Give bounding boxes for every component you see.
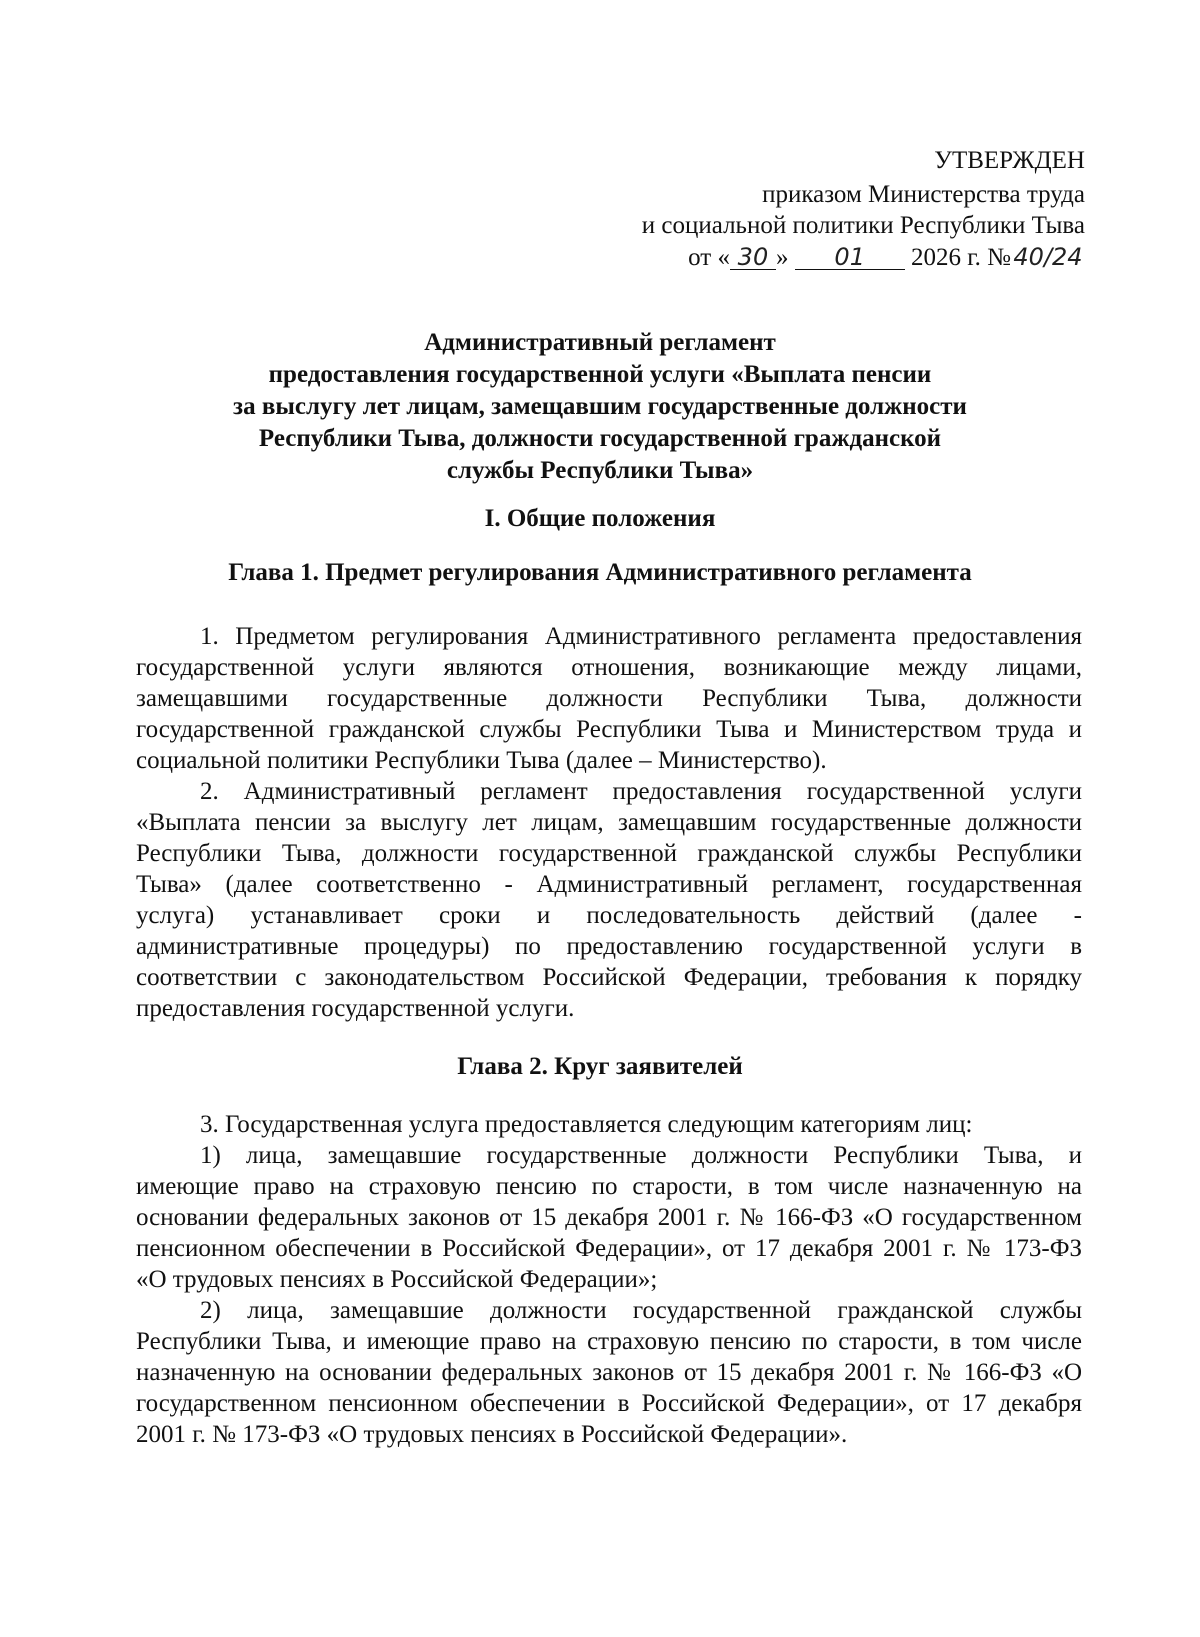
approval-line-2: и социальной политики Республики Тыва [641, 212, 1085, 239]
approval-date-line [688, 243, 1085, 273]
item-2-line: государственном пенсионном обеспечении в Российской Федерации», от 17 декабря [136, 1390, 1082, 1417]
paragraph-2-line: Республики Тыва, должности государственной гражданской службы Республики [136, 840, 1082, 867]
paragraph-2-line: соответствии с законодательством Российской Федерации, требования к порядку [136, 964, 1082, 991]
item-2-line: 2) лица, замещавшие должности государственной гражданской службы [200, 1297, 1082, 1324]
paragraph-1-line: государственной услуги являются отношения, возникающие между лицами, [136, 654, 1082, 681]
paragraph-2-line: 2. Административный регламент предоставления государственной услуги [200, 778, 1082, 805]
chapter-1-heading: Глава 1. Предмет регулирования Административного регламента [228, 559, 972, 586]
paragraph-1-line: 1. Предметом регулирования Административного регламента предоставления [200, 623, 1082, 650]
section-heading: I. Общие положения [484, 505, 716, 532]
paragraph-1-line: замещавшими государственные должности Республики Тыва, должности [136, 685, 1082, 712]
order-number: 40/24 [1013, 243, 1083, 271]
date-mid: » [775, 244, 789, 271]
item-2-line: Республики Тыва, и имеющие право на страховую пенсию по старости, в том числе [136, 1328, 1082, 1355]
item-2-line: назначенную на основании федеральных законов от 15 декабря 2001 г. № 166-ФЗ «О [136, 1359, 1082, 1386]
paragraph-3: 3. Государственная услуга предоставляется следующим категориям лиц: [200, 1111, 973, 1138]
paragraph-1-line: государственной гражданской службы Республики Тыва и Министерством труда и [136, 716, 1082, 743]
paragraph-1-line: социальной политики Республики Тыва (далее – Министерство). [136, 747, 827, 774]
date-month: 01 [795, 245, 905, 270]
date-prefix: от « [688, 244, 730, 271]
date-day: 30 [730, 245, 776, 270]
title-line-5: службы Республики Тыва» [446, 457, 754, 484]
title-line-2: предоставления государственной услуги «Выплата пенсии [268, 361, 932, 388]
item-1-line: пенсионном обеспечении в Российской Федерации», от 17 декабря 2001 г. № 173-ФЗ [136, 1235, 1082, 1262]
item-1-line: основании федеральных законов от 15 декабря 2001 г. № 166-ФЗ «О государственном [136, 1204, 1082, 1231]
paragraph-2-line: Тыва» (далее соответственно - Административный регламент, государственная [136, 871, 1082, 898]
title-line-3: за выслугу лет лицам, замещавшим государственные должности [233, 393, 967, 420]
item-1-line: «О трудовых пенсиях в Российской Федерации»; [136, 1266, 658, 1293]
item-2-line: 2001 г. № 173-ФЗ «О трудовых пенсиях в Российской Федерации». [136, 1421, 848, 1448]
paragraph-2-line: «Выплата пенсии за выслугу лет лицам, замещавшим государственные должности [136, 809, 1082, 836]
date-year: 2026 г. № [910, 244, 1011, 271]
approval-heading: УТВЕРЖДЕН [934, 147, 1085, 174]
title-line-1: Административный регламент [424, 329, 776, 356]
paragraph-2-line: предоставления государственной услуги. [136, 995, 575, 1022]
paragraph-2-line: административные процедуры) по предоставлению государственной услуги в [136, 933, 1082, 960]
item-1-line: имеющие право на страховую пенсию по старости, в том числе назначенную на [136, 1173, 1082, 1200]
approval-line-1: приказом Министерства труда [762, 181, 1085, 208]
chapter-2-heading: Глава 2. Круг заявителей [457, 1053, 743, 1080]
title-line-4: Республики Тыва, должности государственной гражданской [258, 425, 942, 452]
item-1-line: 1) лица, замещавшие государственные должности Республики Тыва, и [200, 1142, 1082, 1169]
paragraph-2-line: услуга) устанавливает сроки и последовательность действий (далее - [136, 902, 1082, 929]
